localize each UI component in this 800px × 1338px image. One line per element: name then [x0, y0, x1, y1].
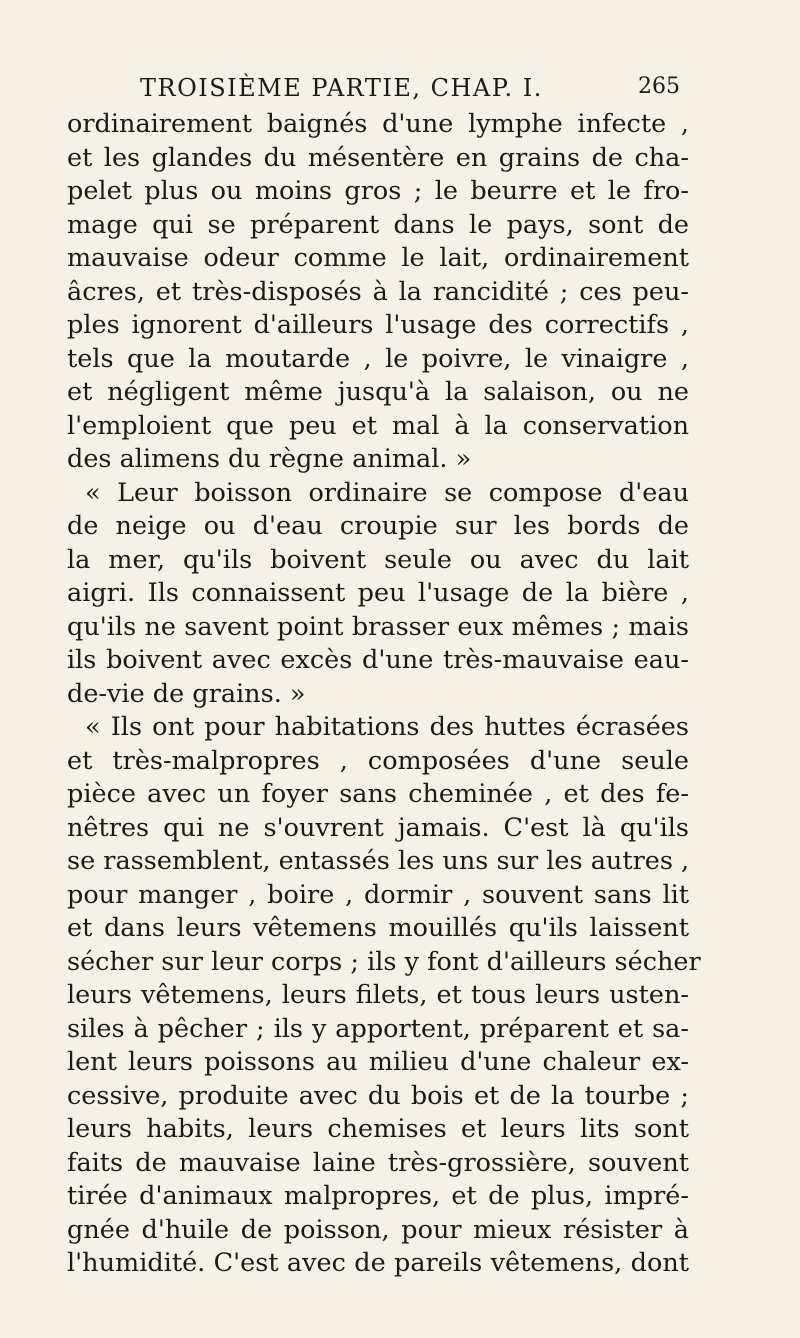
running-title: TROISIÈME PARTIE, CHAP. I. — [140, 74, 543, 102]
text-line: tirée d'animaux malpropres, et de plus, impré- — [67, 1181, 689, 1211]
text-line: aigri. Ils connaissent peu l'usage de la bière , — [67, 578, 689, 608]
text-line: se rassemblent, entassés les uns sur les autres , — [67, 846, 690, 876]
text-line: de neige ou d'eau croupie sur les bords de — [67, 511, 689, 541]
text-line: qu'ils ne savent point brasser eux mêmes ; mais — [67, 611, 689, 642]
text-line: la mer, qu'ils boivent seule ou avec du lait — [67, 544, 689, 575]
text-line: des alimens du règne animal. » — [67, 444, 472, 474]
text-line: et dans leurs vêtemens mouillés qu'ils laissent — [67, 913, 689, 943]
text-line: pelet plus ou moins gros ; le beurre et le fro- — [67, 176, 689, 206]
text-line: leurs vêtemens, leurs filets, et tous leurs usten- — [67, 980, 689, 1010]
text-line: de-vie de grains. » — [67, 678, 306, 709]
body-text — [67, 108, 701, 1281]
text-line: et très-malpropres , composées d'une seule — [67, 745, 689, 776]
running-head — [134, 74, 680, 104]
text-line: l'emploient que peu et mal à la conservation — [67, 410, 689, 441]
text-line: nêtres qui ne s'ouvrent jamais. C'est là qu'ils — [67, 812, 689, 843]
text-line: mage qui se préparent dans le pays, sont de — [67, 209, 689, 240]
text-line: siles à pêcher ; ils y apportent, préparent et sa- — [67, 1013, 689, 1044]
text-line: l'humidité. C'est avec de pareils vêtemens, dont — [67, 1248, 689, 1278]
text-line: sécher sur leur corps ; ils y font d'ailleurs sécher — [67, 946, 701, 977]
text-line: et négligent même jusqu'à la salaison, ou ne — [67, 377, 689, 407]
text-line: gnée d'huile de poisson, pour mieux résister à — [67, 1214, 689, 1245]
text-line: ils boivent avec excès d'une très-mauvaise eau- — [67, 645, 689, 675]
text-line: ples ignorent d'ailleurs l'usage des correctifs , — [67, 310, 689, 340]
text-line: mauvaise odeur comme le lait, ordinairement — [67, 243, 689, 273]
paragraph-start-line: « Leur boisson ordinaire se compose d'eau — [85, 477, 689, 508]
text-line: lent leurs poissons au milieu d'une chaleur ex- — [67, 1047, 689, 1077]
text-line: leurs habits, leurs chemises et leurs lits sont — [67, 1114, 689, 1144]
text-line: tels que la moutarde , le poivre, le vinaigre , — [67, 343, 689, 374]
text-line: âcres, et très-disposés à la rancidité ; ces peu- — [67, 276, 689, 307]
text-line: faits de mauvaise laine très-grossière, souvent — [67, 1147, 689, 1178]
page-number: 265 — [638, 74, 680, 99]
text-line: pièce avec un foyer sans cheminée , et des fe- — [67, 779, 689, 809]
text-line: ordinairement baignés d'une lymphe infecte , — [67, 109, 689, 139]
text-line: pour manger , boire , dormir , souvent sans lit — [67, 879, 689, 910]
text-line: cessive, produite avec du bois et de la tourbe ; — [67, 1080, 689, 1111]
text-line: et les glandes du mésentère en grains de cha- — [67, 142, 689, 173]
paragraph-start-line: « Ils ont pour habitations des huttes écrasées — [85, 712, 689, 742]
